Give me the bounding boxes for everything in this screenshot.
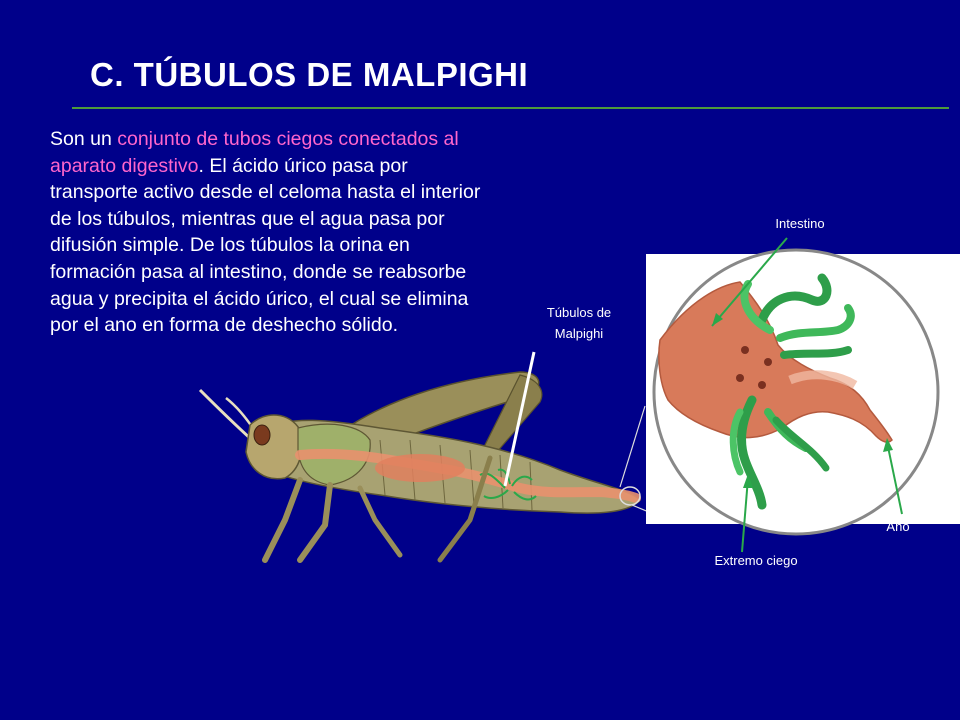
label-extremo-ciego: Extremo ciego — [714, 553, 798, 568]
label-intestino: Intestino — [775, 216, 825, 231]
label-tubulos-line1: Túbulos de — [546, 305, 612, 320]
zoom-line-top — [620, 406, 645, 487]
grasshopper-illustration — [200, 372, 640, 560]
slide-title: C. TÚBULOS DE MALPIGHI — [90, 56, 529, 93]
paragraph-text-start: Son un — [50, 128, 118, 150]
inset-magnified-gut — [646, 250, 960, 534]
paragraph-highlight: conjunto de tubos ciegos conectados al aparato digestivo — [50, 128, 459, 177]
label-ano: Ano — [886, 519, 910, 534]
label-tubulos-line2: Malpighi — [554, 326, 604, 341]
paragraph-text-end: . El ácido úrico pasa por transporte activo desde el celoma hasta el interior de los túbulos, mientras que el agua pasa por difusión simple. De los túbulos la orina en formación pasa al intestino, donde se reabsorbe agua y precipita el ácido úrico, el cual se elimina por el ano en forma de deshecho sólido. — [50, 154, 481, 337]
label-tubulos-malpighi — [532, 302, 626, 344]
